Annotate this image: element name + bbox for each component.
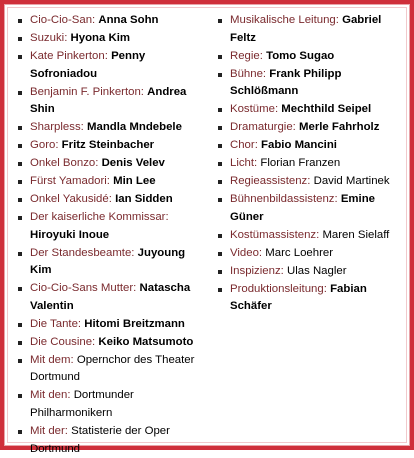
person-name: Anna Sohn — [98, 14, 159, 26]
person-name: Mechthild Seipel — [281, 103, 372, 116]
list-item — [18, 316, 206, 334]
list-item — [18, 245, 206, 280]
person-name: Dortmunder Philharmonikern — [30, 389, 134, 419]
list-item — [18, 30, 206, 48]
role-label: Licht: — [230, 157, 258, 170]
person-name: Ian Sidden — [115, 193, 173, 206]
person-name: Florian Franzen — [260, 157, 341, 170]
person-name: Fabio Mancini — [261, 139, 337, 152]
list-item — [218, 263, 408, 281]
role-label: Die Cousine: — [30, 335, 96, 348]
role-label: Onkel Bonzo: — [30, 157, 99, 170]
role-label: Cio-Cio-San: — [30, 14, 96, 26]
person-name: Frank Philipp Schlößmann — [230, 67, 342, 98]
role-label: Musikalische Leitung: — [230, 14, 339, 26]
person-name: Penny Sofroniadou — [30, 49, 146, 80]
person-name: Merle Fahrholz — [299, 121, 380, 134]
role-label: Inspizienz: — [230, 264, 284, 277]
cast-list — [18, 12, 206, 458]
role-label: Regie: — [230, 49, 263, 62]
person-name: Hitomi Breitzmann — [84, 317, 185, 330]
list-item — [18, 12, 206, 30]
list-item — [18, 137, 206, 155]
list-item — [218, 12, 408, 47]
person-name: Andrea Shin — [30, 85, 187, 116]
person-name: Fabian Schäfer — [230, 282, 367, 313]
list-item — [218, 281, 408, 316]
role-label: Regieassistenz: — [230, 175, 311, 188]
role-label: Sharpless: — [30, 121, 84, 134]
list-item — [18, 48, 206, 83]
list-item — [18, 280, 206, 315]
role-label: Suzuki: — [30, 31, 68, 44]
role-label: Dramaturgie: — [230, 121, 296, 134]
crew-list — [218, 12, 408, 316]
person-name: Hiroyuki Inoue — [30, 228, 110, 241]
role-label: Onkel Yakusidé: — [30, 193, 112, 206]
list-item — [18, 423, 206, 458]
role-label: Mit der: — [30, 424, 68, 437]
person-name: Juyoung Kim — [30, 246, 186, 277]
person-name: Ulas Nagler — [287, 264, 347, 277]
person-name: Statisterie der Oper Dortmund — [30, 424, 170, 455]
role-label: Chor: — [230, 139, 258, 152]
list-item — [18, 191, 206, 209]
list-item — [18, 119, 206, 137]
person-name: Fritz Steinbacher — [61, 139, 155, 152]
person-name: Min Lee — [113, 175, 156, 188]
list-item — [218, 101, 408, 119]
list-item — [218, 173, 408, 191]
person-name: Keiko Matsumoto — [98, 335, 194, 348]
person-name: Opernchor des Theater Dortmund — [30, 353, 195, 384]
list-item — [218, 137, 408, 155]
person-name: Tomo Sugao — [266, 49, 335, 62]
role-label: Cio-Cio-Sans Mutter: — [30, 282, 137, 295]
role-label: Bühnenbildassistenz: — [230, 193, 338, 206]
list-item — [18, 352, 206, 387]
list-item — [218, 227, 408, 245]
person-name: David Martinek — [313, 175, 390, 188]
role-label: Kostümassistenz: — [230, 228, 320, 241]
role-label: Bühne: — [230, 67, 267, 80]
role-label: Fürst Yamadori: — [30, 175, 110, 188]
role-label: Kostüme: — [230, 103, 279, 116]
role-label: Kate Pinkerton: — [30, 49, 108, 62]
role-label: Die Tante: — [30, 317, 82, 330]
role-label: Mit den: — [30, 389, 71, 402]
person-name: Marc Loehrer — [265, 246, 334, 259]
role-label: Produktionsleitung: — [230, 282, 327, 295]
role-label: Video: — [230, 246, 263, 259]
person-name: Denis Velev — [101, 157, 165, 170]
list-item — [218, 119, 408, 137]
list-item — [218, 191, 408, 226]
list-item — [218, 66, 408, 101]
person-name: Maren Sielaff — [322, 228, 390, 241]
role-label: Mit dem: — [30, 353, 74, 366]
list-item — [218, 48, 408, 66]
role-label: Der kaiserliche Kommissar: — [30, 211, 169, 224]
list-item — [18, 334, 206, 352]
person-name: Mandla Mndebele — [87, 121, 182, 134]
role-label: Goro: — [30, 139, 59, 152]
list-item — [218, 155, 408, 173]
list-item — [18, 209, 206, 244]
list-item — [18, 173, 206, 191]
list-item — [18, 387, 206, 422]
list-item — [218, 245, 408, 263]
person-name: Hyona Kim — [70, 31, 131, 44]
role-label: Benjamin F. Pinkerton: — [30, 85, 144, 98]
person-name: Natascha Valentin — [30, 282, 191, 312]
person-name: Emine Güner — [230, 193, 376, 223]
role-label: Der Standesbeamte: — [30, 246, 135, 259]
list-item — [18, 84, 206, 119]
person-name: Gabriel Feltz — [230, 14, 382, 44]
list-item — [18, 155, 206, 173]
